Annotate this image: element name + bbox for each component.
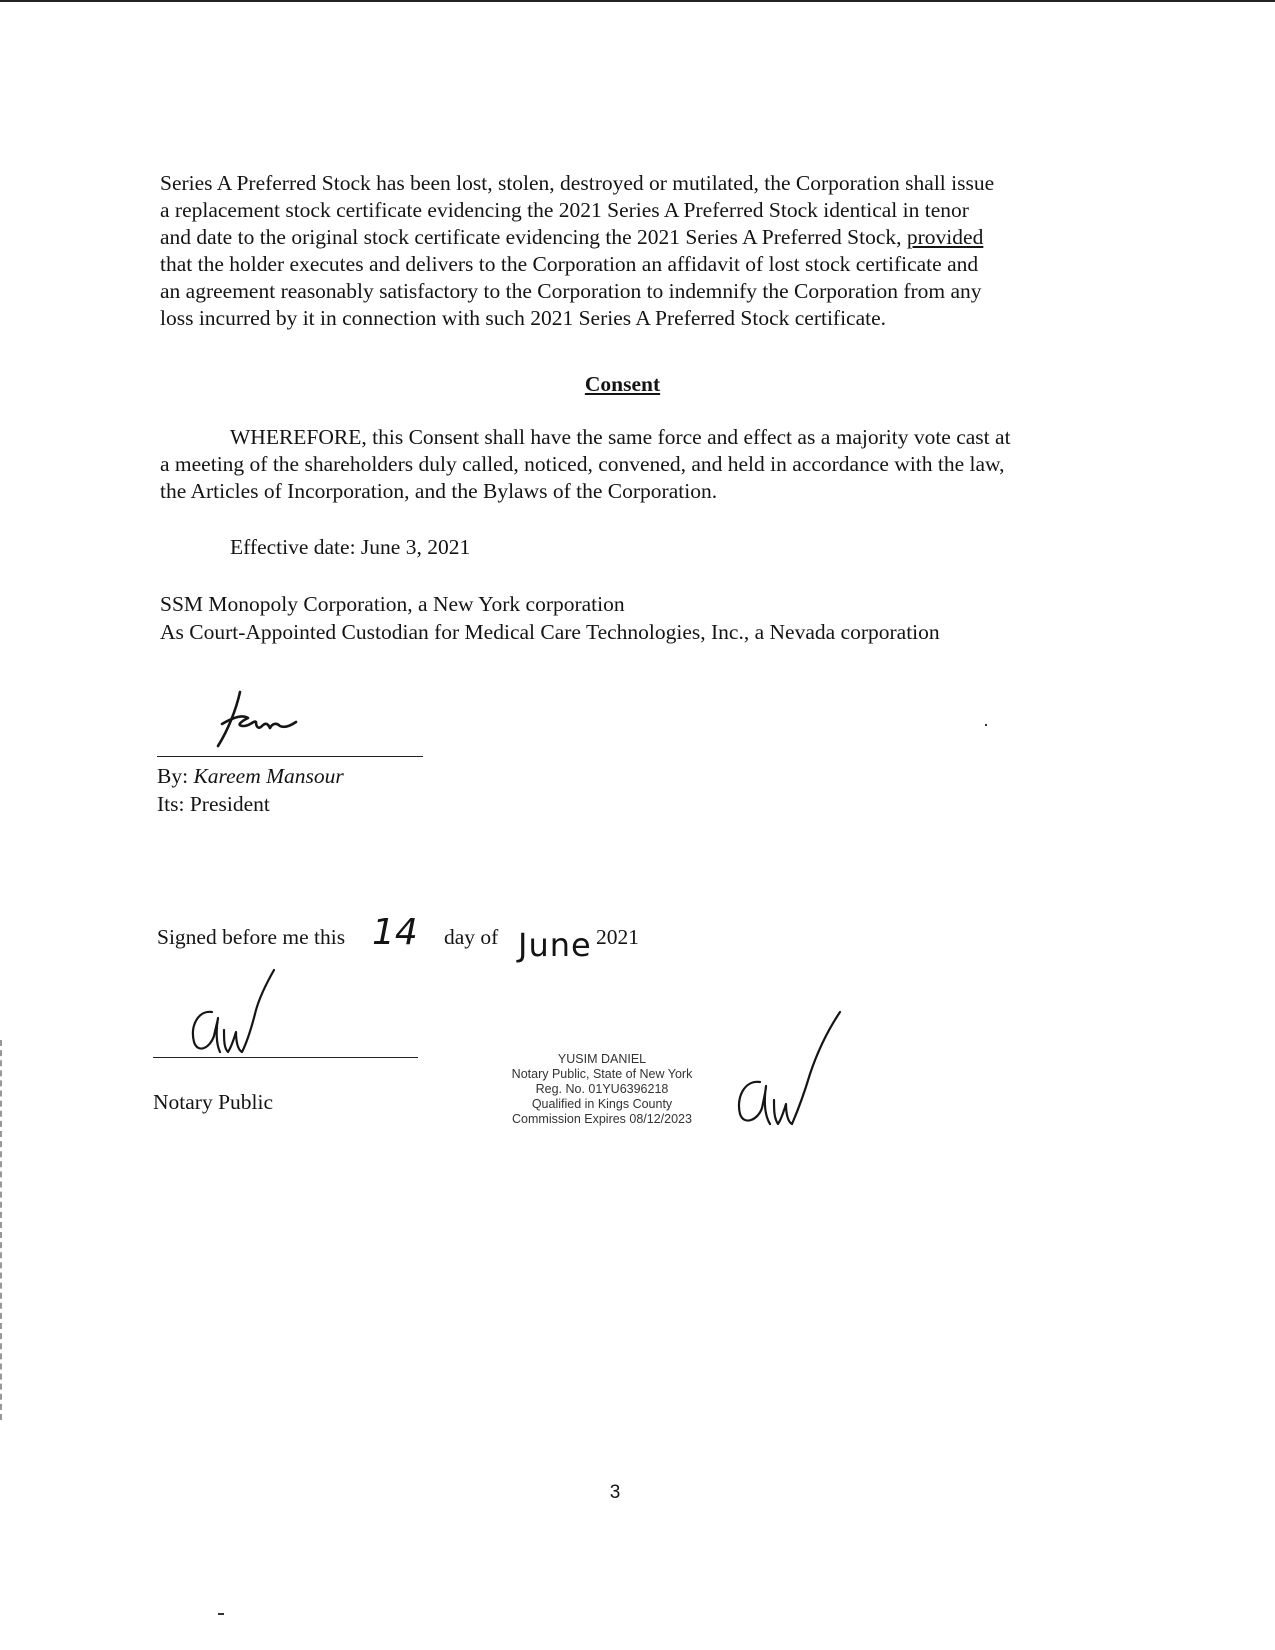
stamp-name: YUSIM DANIEL xyxy=(557,1052,647,1066)
consent-paragraph xyxy=(160,424,1120,505)
corporation-block xyxy=(160,590,940,646)
stamp-reg-no: Reg. No. 01YU6396218 xyxy=(535,1082,669,1096)
para-line: Series A Preferred Stock has been lost, stolen, destroyed or mutilated, the Corporation shall issue xyxy=(160,171,995,195)
notary-stamp-signature xyxy=(732,1010,872,1130)
corporation-line-1: SSM Monopoly Corporation, a New York corporation xyxy=(160,592,625,616)
para-line: loss incurred by it in connection with such 2021 Series A Preferred Stock certificate. xyxy=(160,306,887,330)
para-line: a replacement stock certificate evidencing the 2021 Series A Preferred Stock identical in tenor xyxy=(160,198,969,222)
consent-heading: Consent xyxy=(584,372,661,396)
corporation-line-2: As Court-Appointed Custodian for Medical Care Technologies, Inc., a Nevada corporation xyxy=(160,620,940,644)
day-of-text: day of xyxy=(444,925,499,949)
page-number: 3 xyxy=(609,1482,621,1503)
signer-block xyxy=(157,762,344,818)
para-line: a meeting of the shareholders duly called, noticed, convened, and held in accordance with the law, xyxy=(160,452,1005,476)
signer-name: Kareem Mansour xyxy=(193,764,344,788)
handwritten-month: June xyxy=(518,926,592,964)
president-signature-line xyxy=(157,756,423,757)
lost-certificate-paragraph xyxy=(160,170,1120,332)
signer-title: Its: President xyxy=(157,792,270,816)
stamp-county: Qualified in Kings County xyxy=(531,1097,673,1111)
handwritten-day: 14 xyxy=(372,912,418,953)
scan-speck xyxy=(985,724,987,726)
signer-name-line xyxy=(157,762,344,790)
effective-date: Effective date: June 3, 2021 xyxy=(230,535,471,559)
scan-edge-marks xyxy=(0,1040,5,1420)
provided-term: provided xyxy=(906,225,984,249)
para-line: WHEREFORE, this Consent shall have the same force and effect as a majority vote cast at xyxy=(230,425,1011,449)
para-line: that the holder executes and delivers to the Corporation an affidavit of lost stock certificate and xyxy=(160,252,979,276)
para-line: the Articles of Incorporation, and the Bylaws of the Corporation. xyxy=(160,479,718,503)
para-line xyxy=(160,224,1120,251)
top-border-rule xyxy=(0,0,1275,2)
notary-signature xyxy=(186,960,306,1060)
scan-speck xyxy=(218,1613,224,1615)
para-line-text: and date to the original stock certificate evidencing the 2021 Series A Preferred Stock, xyxy=(160,225,907,249)
by-prefix: By: xyxy=(157,764,194,788)
president-signature xyxy=(210,688,320,752)
signed-before-me-text: Signed before me this xyxy=(157,925,346,949)
stamp-expiry: Commission Expires 08/12/2023 xyxy=(512,1112,692,1126)
notary-public-label: Notary Public xyxy=(153,1090,274,1114)
notary-signature-line xyxy=(153,1057,418,1058)
stamp-title: Notary Public, State of New York xyxy=(511,1067,693,1081)
notary-stamp xyxy=(480,1052,724,1127)
para-line: an agreement reasonably satisfactory to the Corporation to indemnify the Corporation from any xyxy=(160,279,982,303)
year-text: 2021 xyxy=(596,925,639,949)
